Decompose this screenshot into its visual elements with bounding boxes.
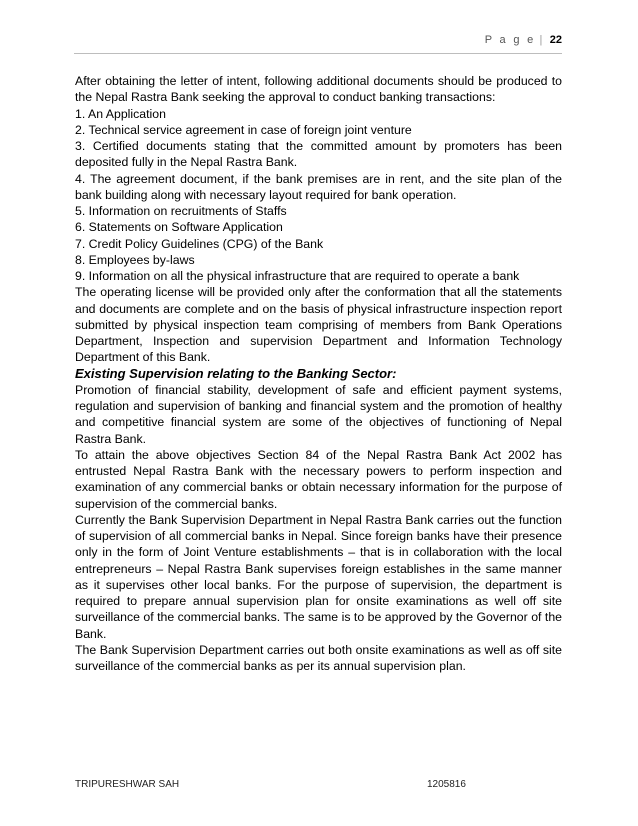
list-item: 9. Information on all the physical infrastructure that are required to operate a bank bbox=[75, 269, 520, 283]
paragraph: The operating license will be provided only after the conformation that all the statements and documents are complete and on the basis of physical infrastructure inspection report submitted by physical inspection team comprising of members from Bank Operations Department, Inspection and supervision Department and Information Technology Department of this Bank. bbox=[75, 285, 562, 365]
paragraph: The Bank Supervision Department carries out both onsite examinations as well as off site surveillance of the commercial banks as per its annual supervision plan. bbox=[75, 642, 562, 673]
section-heading: Existing Supervision relating to the Banking Sector: bbox=[75, 365, 397, 381]
list-item: 1. An Application bbox=[75, 106, 166, 121]
page-footer bbox=[75, 779, 562, 790]
paragraph: Currently the Bank Supervision Department in Nepal Rastra Bank carries out the function of supervision of all commercial banks in Nepal. Since foreign banks have their presence only in the form of Joint Venture establishments – that is in collaboration with the local entrepreneurs – Nepal Rastra Bank supervises foreign establishes in the same manner as it supervises other local banks. For the purpose of supervision, the department is required to prepare annual supervision plan for onsite examinations as well off site surveillance of the commercial banks. The same is to be approved by the Governor of the Bank. bbox=[75, 512, 562, 641]
page-header bbox=[485, 34, 562, 46]
page-separator: | bbox=[539, 34, 543, 46]
footer-roll-number: 1205816 bbox=[427, 779, 466, 790]
page-label: P a g e bbox=[484, 34, 536, 46]
list-item: 8. Employees by-laws bbox=[75, 252, 195, 267]
page-number: 22 bbox=[549, 34, 562, 46]
list-item: 2. Technical service agreement in case of foreign joint venture bbox=[75, 122, 412, 137]
paragraph: To attain the above objectives Section 84 of the Nepal Rastra Bank Act 2002 has entrusted Nepal Rastra Bank with the necessary powers to perform inspection and examination of any commercial banks or obtain necessary information for the purpose of supervision of the commercial banks. bbox=[75, 447, 562, 511]
paragraph: Promotion of financial stability, development of safe and efficient payment systems, regulation and supervision of banking and financial system and the promotion of healthy and competitive financial system are some of the objectives of functioning of Nepal Rastra Bank. bbox=[75, 382, 562, 446]
footer-author: TRIPURESHWAR SAH bbox=[75, 779, 180, 790]
paragraph: After obtaining the letter of intent, following additional documents should be produced to the Nepal Rastra Bank seeking the approval to conduct banking transactions: bbox=[75, 74, 562, 105]
list-item: 5. Information on recruitments of Staffs bbox=[75, 204, 287, 218]
list-item: 7. Credit Policy Guidelines (CPG) of the Bank bbox=[75, 236, 324, 251]
header-divider bbox=[74, 53, 562, 54]
document-body bbox=[75, 73, 562, 674]
list-item: 6. Statements on Software Application bbox=[75, 220, 283, 235]
list-item: 3. Certified documents stating that the committed amount by promoters has been deposited fully in the Nepal Rastra Bank. bbox=[75, 139, 562, 170]
list-item: 4. The agreement document, if the bank premises are in rent, and the site plan of the bank building along with necessary layout required for bank operation. bbox=[75, 171, 562, 202]
